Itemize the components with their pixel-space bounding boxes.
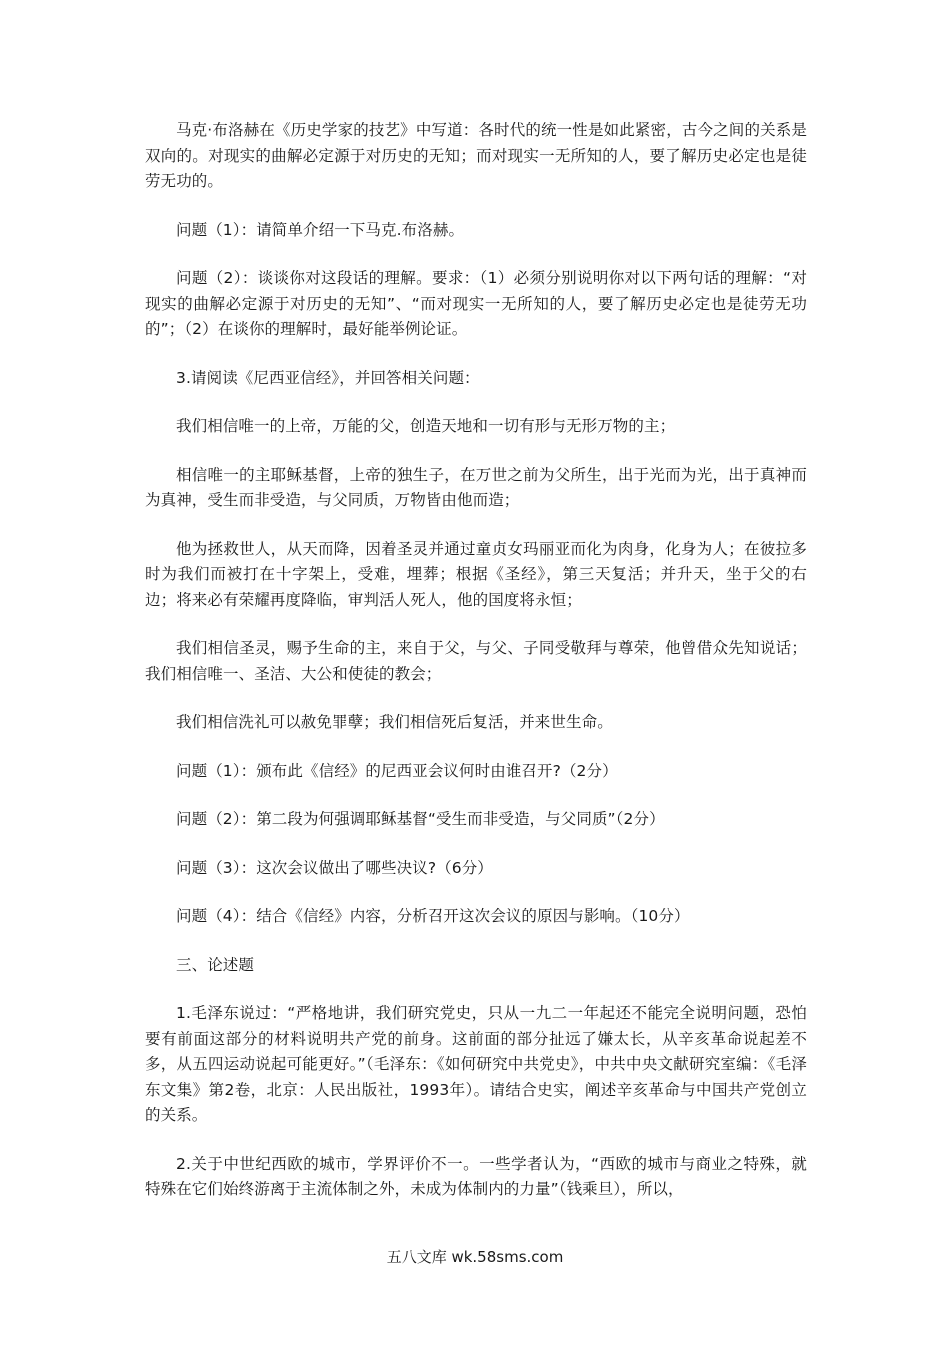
footer-watermark: 五八文库 wk.58sms.com <box>386 1248 564 1266</box>
paragraph-essay-2: 2.关于中世纪西欧的城市，学界评价不一。一些学者认为，“西欧的城市与商业之特殊，就特殊在它们始终游离于主流体制之外，未成为体制内的力量”（钱乘旦），所以， <box>145 1154 807 1198</box>
paragraph-creed-3: 他为拯救世人，从天而降，因着圣灵并通过童贞女玛丽亚而化为肉身，化身为人；在彼拉多时为我们而被打在十字架上，受难，埋葬；根据《圣经》，第三天复活；并升天，坐于父的右边；将来必有荣耀再度降临，审判活人死人，他的国度将永恒； <box>145 539 807 609</box>
paragraph-creed-question-2: 问题（2）：第二段为何强调耶稣基督“受生而非受造，与父同质”（2分） <box>176 810 665 828</box>
paragraph-creed-1: 我们相信唯一的上帝，万能的父，创造天地和一切有形与无形万物的主； <box>176 417 676 435</box>
paragraph-creed-4: 我们相信圣灵，赐予生命的主，来自于父，与父、子同受敬拜与尊荣，他曾借众先知说话；我们相信唯一、圣洁、大公和使徒的教会； <box>145 639 807 683</box>
paragraph-creed-2: 相信唯一的主耶稣基督，上帝的独生子，在万世之前为父所生，出于光而为光，出于真神而为真神，受生而非受造，与父同质，万物皆由他而造； <box>145 465 807 509</box>
paragraph-essay-1: 1.毛泽东说过：“严格地讲，我们研究党史，只从一九二一年起还不能完全说明问题，恐怕要有前面这部分的材料说明共产党的前身。这前面的部分扯远了嫌太长，从辛亥革命说起差不多，从五四运动说起可能更好。”（毛泽东：《如何研究中共党史》，中共中央文献研究室编：《毛泽东文集》第2卷，北京：人民出版社，1993年）。请结合史实，阐述辛亥革命与中国共产党创立的关系。 <box>145 1004 807 1124</box>
paragraph-creed-5: 我们相信洗礼可以赦免罪孽；我们相信死后复活，并来世生命。 <box>176 713 613 731</box>
paragraph-creed-question-4: 问题（4）：结合《信经》内容，分析召开这次会议的原因与影响。（10分） <box>176 907 690 925</box>
paragraph-nicene-intro: 3.请阅读《尼西亚信经》，并回答相关问题： <box>176 368 480 387</box>
paragraph-creed-question-3: 问题（3）：这次会议做出了哪些决议?（6分） <box>176 858 493 877</box>
paragraph-creed-question-1: 问题（1）：颁布此《信经》的尼西亚会议何时由谁召开?（2分） <box>176 761 618 780</box>
document-body <box>145 118 807 1226</box>
paragraph-question-2: 问题（2）：谈谈你对这段话的理解。要求：（1）必须分别说明你对以下两句话的理解：“对现实的曲解必定源于对历史的无知”、“而对现实一无所知的人，要了解历史必定也是徒劳无功的”；（2）在谈你的理解时，最好能举例论证。 <box>145 269 807 338</box>
paragraph-bloch-quote: 马克·布洛赫在《历史学家的技艺》中写道：各时代的统一性是如此紧密，古今之间的关系是双向的。对现实的曲解必定源于对历史的无知；而对现实一无所知的人，要了解历史必定也是徒劳无功的。 <box>145 121 807 190</box>
paragraph-question-1: 问题（1）：请简单介绍一下马克.布洛赫。 <box>176 220 465 239</box>
section-heading-essay: 三、论述题 <box>176 955 255 974</box>
